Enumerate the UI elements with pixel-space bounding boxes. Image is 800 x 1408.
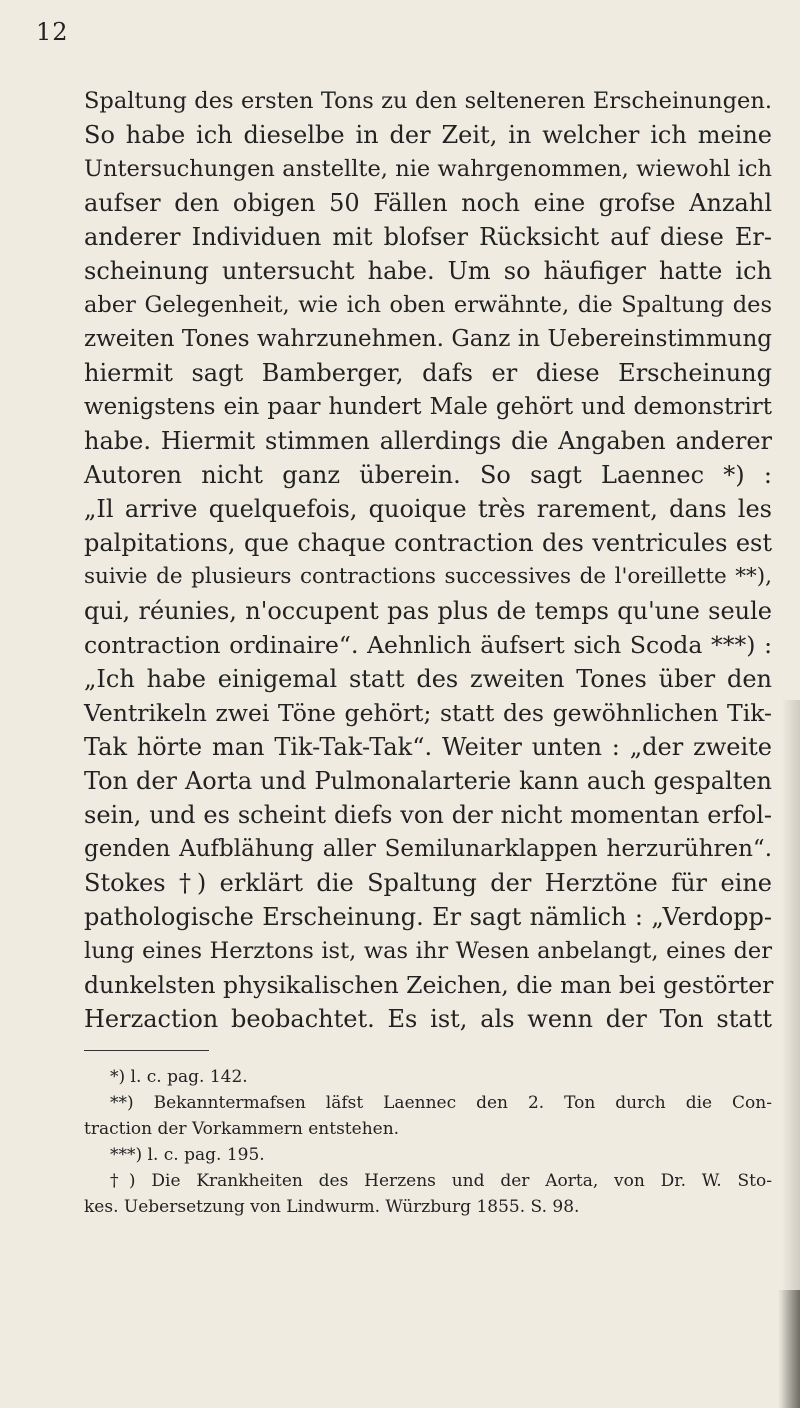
text-line: Ventrikeln zwei Töne gehört; statt des gewöhnlichen Tik- [84,699,772,727]
page-edge-shadow-dark [778,1290,800,1408]
text-line: aber Gelegenheit, wie ich oben erwähnte, die Spaltung des [84,292,772,318]
text-line: contraction ordinaire“. Aehnlich äufsert sich Scoda ***) : [84,631,772,659]
text-line: aufser den obigen 50 Fällen noch eine grofse Anzahl [84,189,772,217]
text-line: „Ich habe einigemal statt des zweiten Tones über den [84,665,772,693]
footnote: †) Die Krankheiten des Herzens und der Aorta, von Dr. W. Sto- [110,1171,772,1191]
footnote: **) Bekanntermafsen läfst Laennec den 2. Ton durch die Con- [110,1093,772,1113]
footnote: *) l. c. pag. 142. [110,1067,248,1087]
text-line: genden Aufblähung aller Semilunarklappen herzurühren“. [84,836,772,862]
page-number: 12 [36,18,69,46]
text-line: Stokes †) erklärt die Spaltung der Herztöne für eine [84,869,772,897]
text-line: pathologische Erscheinung. Er sagt nämlich : „Verdopp- [84,903,772,931]
text-line: palpitations, que chaque contraction des ventricules est [84,529,772,557]
text-line: Autoren nicht ganz überein. So sagt Laennec *) : [84,461,772,489]
footnote: traction der Vorkammern entstehen. [84,1119,400,1139]
text-line: qui, réunies, n'occupent pas plus de temps qu'une seule [84,597,772,625]
text-line: So habe ich dieselbe in der Zeit, in welcher ich meine [84,121,772,149]
text-line: wenigstens ein paar hundert Male gehört und demonstrirt [84,394,772,420]
text-line: habe. Hiermit stimmen allerdings die Angaben anderer [84,427,772,455]
text-line: lung eines Herztons ist, was ihr Wesen anbelangt, eines der [84,938,772,964]
text-line: Tak hörte man Tik-Tak-Tak“. Weiter unten : „der zweite [84,733,772,761]
text-line: Ton der Aorta und Pulmonalarterie kann auch gespalten [84,767,772,795]
footnotes [84,1064,772,1220]
text-line: sein, und es scheint diefs von der nicht momentan erfol- [84,801,772,829]
text-line: zweiten Tones wahrzunehmen. Ganz in Uebereinstimmung [84,326,772,352]
footnote-separator [84,1050,209,1051]
body-text [84,84,772,1036]
footnote: ***) l. c. pag. 195. [110,1145,265,1165]
footnote: kes. Uebersetzung von Lindwurm. Würzburg 1855. S. 98. [84,1197,580,1217]
text-line: anderer Individuen mit blofser Rücksicht auf diese Er- [84,223,772,251]
text-line: hiermit sagt Bamberger, dafs er diese Erscheinung [84,359,772,387]
text-line: Spaltung des ersten Tons zu den selteneren Erscheinungen. [84,88,772,114]
text-line: Herzaction beobachtet. Es ist, als wenn der Ton statt [84,1005,772,1033]
text-line: suivie de plusieurs contractions successives de l'oreillette **), [84,564,772,589]
text-line: dunkelsten physikalischen Zeichen, die man bei gestörter [84,971,774,999]
text-line: scheinung untersucht habe. Um so häufiger hatte ich [84,257,772,285]
text-line: „Il arrive quelquefois, quoique très rarement, dans les [84,495,772,523]
text-line: Untersuchungen anstellte, nie wahrgenommen, wiewohl ich [84,156,772,182]
